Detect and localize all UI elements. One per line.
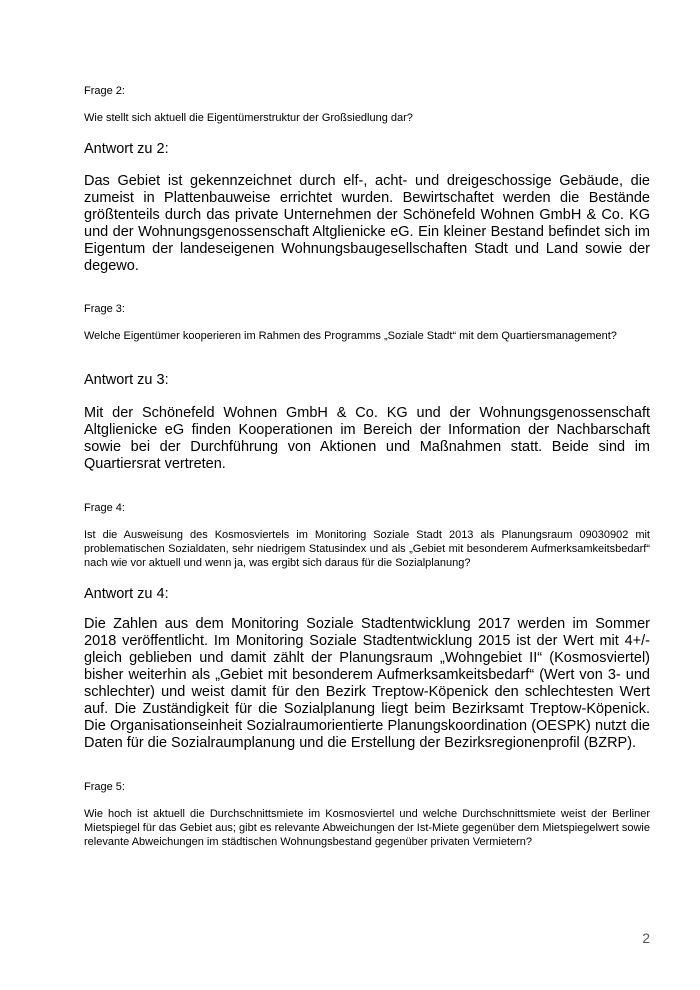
answer-label: Antwort zu 3: [84,372,169,388]
question-block-2 [84,85,650,98]
question-block-4 [84,502,650,515]
question-block-3 [84,303,650,316]
answer-text: Die Zahlen aus dem Monitoring Soziale Stadtentwicklung 2017 werden im Sommer 2018 veröffentlicht. Im Monitoring Soziale Stadtentwicklung 2015 ist der Wert mit 4+/- gleich geblieben und damit zählt der Planungsraum „Wohngebiet II“ (Kosmosviertel) bisher weiterhin als „Gebiet mit besonderem Aufmerksamkeitsbedarf“ (Wert von 3- und schlechter) und weist damit für den Bezirk Treptow-Köpenick den schlechtesten Wert auf. Die Zuständigkeit für die Sozialplanung liegt beim Bezirksamt Treptow-Köpenick. Die Organisationseinheit Sozialraumorientierte Planungskoordination (OESPK) nutzt die Daten für die Sozialraumplanung und die Erstellung der Bezirksregionenprofil (BZRP). [84,616,650,751]
question-text-wrap-2 [84,111,650,125]
question-label: Frage 3: [84,303,125,315]
answer-label: Antwort zu 2: [84,141,169,157]
answer-label: Antwort zu 4: [84,586,169,602]
question-text: Wie hoch ist aktuell die Durchschnittsmiete im Kosmosviertel und welche Durchschnittsmiete weist der Berliner Mietspiegel für das Gebiet aus; gibt es relevante Abweichungen der Ist-Miete gegenüber dem Mietspiegelwert sowie relevante Abweichungen im städtischen Wohnungsbestand gegenüber privaten Vermietern? [84,808,650,848]
question-text: Wie stellt sich aktuell die Eigentümerstruktur der Großsiedlung dar? [84,112,413,124]
answer-text: Mit der Schönefeld Wohnen GmbH & Co. KG und der Wohnungsgenossenschaft Altglienicke eG finden Kooperationen im Bereich der Information der Nachbarschaft sowie bei der Durchführung von Aktionen und Maßnahmen statt. Beide sind im Quartiersrat vertreten. [84,405,650,472]
answer-text-wrap-3 [84,405,650,473]
question-block-5 [84,781,650,794]
answer-text-wrap-4 [84,616,650,752]
answer-label-wrap-4 [84,586,650,603]
answer-text-wrap-2 [84,173,650,275]
answer-label-wrap-3 [84,372,650,389]
question-label: Frage 5: [84,781,125,793]
question-text-wrap-5 [84,807,650,849]
question-label: Frage 4: [84,502,125,514]
answer-label-wrap-2 [84,141,650,158]
question-text-wrap-4 [84,528,650,570]
question-text-wrap-3 [84,329,650,343]
answer-text: Das Gebiet ist gekennzeichnet durch elf-, acht- und dreigeschossige Gebäude, die zumeist in Plattenbauweise errichtet wurden. Bewirtschaftet werden die Bestände größtenteils durch das private Unternehmen der Schönefeld Wohnen GmbH & Co. KG und der Wohnungsgenossenschaft Altglienicke eG. Ein kleiner Bestand befindet sich im Eigentum der landeseigenen Wohnungsbaugesellschaften Stadt und Land sowie der degewo. [84,173,650,274]
question-text: Welche Eigentümer kooperieren im Rahmen des Programms „Soziale Stadt“ mit dem Quartiersmanagement? [84,330,617,342]
question-label: Frage 2: [84,85,125,97]
question-text: Ist die Ausweisung des Kosmosviertels im Monitoring Soziale Stadt 2013 als Planungsraum 09030902 mit problematischen Sozialdaten, sehr niedrigem Statusindex und als „Gebiet mit besonderem Aufmerksamkeitsbedarf“ nach wie vor aktuell und wenn ja, was ergibt sich daraus für die Sozialplanung? [84,529,650,569]
page-number: 2 [642,930,650,946]
